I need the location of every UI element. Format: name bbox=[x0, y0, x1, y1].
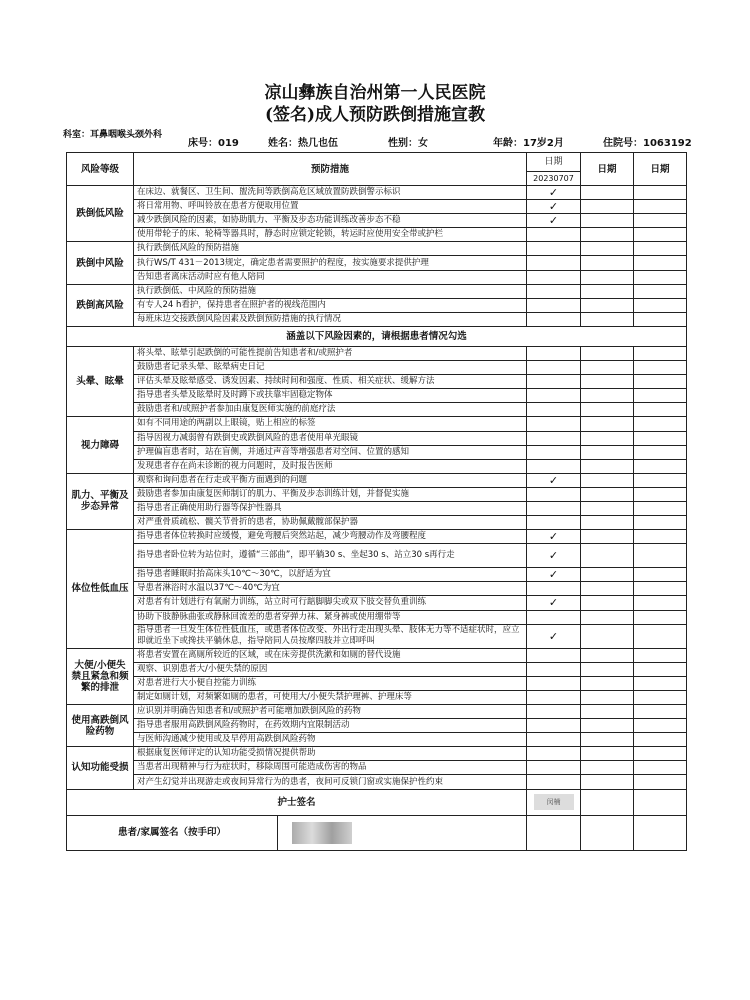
measure-text: 指导患者睡眠时抬高床头10℃～30℃，以舒适为宜 bbox=[134, 568, 527, 582]
table-row bbox=[67, 690, 687, 704]
check-cell[interactable] bbox=[634, 186, 687, 200]
check-cell[interactable] bbox=[634, 298, 687, 312]
check-cell[interactable] bbox=[527, 214, 581, 228]
table-row bbox=[67, 256, 687, 270]
measure-text: 指导患者服用高跌倒风险药物时，在药效期内宜限制活动 bbox=[134, 719, 527, 733]
table-row bbox=[67, 361, 687, 375]
check-cell[interactable] bbox=[581, 705, 634, 719]
table-row bbox=[67, 459, 687, 473]
check-cell[interactable] bbox=[634, 530, 687, 544]
check-cell[interactable] bbox=[581, 375, 634, 389]
table-row bbox=[67, 761, 687, 775]
patient-name-field: 姓名：热几也伍 bbox=[268, 138, 338, 149]
check-cell[interactable] bbox=[581, 719, 634, 733]
check-cell[interactable] bbox=[581, 473, 634, 487]
table-row bbox=[67, 186, 687, 200]
date-column-header-2: 日期 bbox=[581, 153, 634, 186]
check-cell[interactable] bbox=[581, 530, 634, 544]
check-cell[interactable] bbox=[581, 200, 634, 214]
check-cell[interactable] bbox=[527, 582, 581, 596]
check-cell[interactable] bbox=[581, 544, 634, 568]
table-row bbox=[67, 568, 687, 582]
check-cell[interactable] bbox=[581, 761, 634, 775]
check-cell[interactable] bbox=[581, 501, 634, 515]
check-mark-icon: ✓ bbox=[548, 186, 559, 200]
table-row bbox=[67, 284, 687, 298]
check-cell[interactable] bbox=[527, 733, 581, 747]
check-cell[interactable] bbox=[634, 775, 687, 789]
measure-text: 将头晕、眩晕引起跌倒的可能性提前告知患者和/或照护者 bbox=[134, 346, 527, 360]
check-cell[interactable] bbox=[634, 228, 687, 242]
form-title: (签名)成人预防跌倒措施宣教 bbox=[264, 105, 486, 125]
measure-text: 观察和询问患者在行走或平衡方面遇到的问题 bbox=[134, 473, 527, 487]
table-row bbox=[67, 298, 687, 312]
check-cell[interactable] bbox=[527, 473, 581, 487]
check-cell[interactable] bbox=[527, 544, 581, 568]
measure-text: 指导患者体位转换时应缓慢，避免弯腰后突然站起，减少弯腰动作及弯腰程度 bbox=[134, 530, 527, 544]
measure-text: 对患者进行大小便自控能力训练 bbox=[134, 676, 527, 690]
check-cell[interactable] bbox=[634, 676, 687, 690]
check-cell[interactable] bbox=[527, 284, 581, 298]
check-cell[interactable] bbox=[634, 473, 687, 487]
check-cell[interactable] bbox=[634, 312, 687, 326]
check-cell[interactable] bbox=[581, 312, 634, 326]
measure-text: 对产生幻觉并出现游走或夜间异常行为的患者，夜间可反锁门窗或实施保护性约束 bbox=[134, 775, 527, 789]
table-row bbox=[67, 610, 687, 624]
date-column-header-1 bbox=[527, 153, 581, 186]
check-cell[interactable] bbox=[634, 544, 687, 568]
check-cell[interactable] bbox=[634, 242, 687, 256]
check-cell[interactable] bbox=[581, 417, 634, 431]
risk-level-label: 视力障碍 bbox=[67, 417, 134, 473]
table-row bbox=[67, 346, 687, 360]
table-row bbox=[67, 747, 687, 761]
measure-text: 鼓励患者和/或照护者参加由康复医师实施的前庭疗法 bbox=[134, 403, 527, 417]
check-cell[interactable] bbox=[527, 501, 581, 515]
sex-field: 性别：女 bbox=[388, 138, 428, 149]
check-cell[interactable] bbox=[527, 624, 581, 648]
risk-level-label: 跌倒高风险 bbox=[67, 284, 134, 326]
measure-text: 使用带轮子的床、轮椅等器具时，静态时应锁定轮锁，转运时应使用安全带或护栏 bbox=[134, 228, 527, 242]
check-cell[interactable] bbox=[634, 389, 687, 403]
check-cell[interactable] bbox=[527, 719, 581, 733]
measure-text: 将患者安置在离厕所较近的区域，或在床旁提供洗漱和如厕的替代设施 bbox=[134, 648, 527, 662]
measure-text: 当患者出现精神与行为症状时，移除周围可能造成伤害的物品 bbox=[134, 761, 527, 775]
measure-text: 指导患者头晕及眩晕时及时蹲下或扶靠牢固稳定物体 bbox=[134, 389, 527, 403]
check-cell[interactable] bbox=[527, 256, 581, 270]
table-row bbox=[67, 445, 687, 459]
check-cell[interactable] bbox=[634, 761, 687, 775]
table-row bbox=[67, 516, 687, 530]
check-cell[interactable] bbox=[581, 361, 634, 375]
check-cell[interactable] bbox=[527, 676, 581, 690]
patient-signature-cell[interactable] bbox=[634, 815, 687, 850]
check-cell[interactable] bbox=[634, 270, 687, 284]
check-cell[interactable] bbox=[527, 445, 581, 459]
check-cell[interactable] bbox=[634, 487, 687, 501]
check-cell[interactable] bbox=[527, 648, 581, 662]
check-cell[interactable] bbox=[634, 361, 687, 375]
check-cell[interactable] bbox=[581, 733, 634, 747]
check-cell[interactable] bbox=[527, 242, 581, 256]
measure-text: 减少跌倒风险的因素，如协助肌力、平衡及步态功能训练改善步态不稳 bbox=[134, 214, 527, 228]
check-mark-icon: ✓ bbox=[548, 596, 559, 610]
patient-signature-row bbox=[67, 815, 687, 850]
check-cell[interactable] bbox=[581, 186, 634, 200]
check-cell[interactable] bbox=[581, 516, 634, 530]
check-cell[interactable] bbox=[581, 242, 634, 256]
check-cell[interactable] bbox=[634, 501, 687, 515]
hospital-title: 凉山彝族自治州第一人民医院 bbox=[264, 83, 486, 103]
margin-stamp-mark bbox=[2, 578, 24, 698]
check-cell[interactable] bbox=[581, 487, 634, 501]
table-row bbox=[67, 501, 687, 515]
check-cell[interactable] bbox=[634, 690, 687, 704]
check-cell[interactable] bbox=[581, 747, 634, 761]
table-row bbox=[67, 214, 687, 228]
check-cell[interactable] bbox=[581, 568, 634, 582]
check-cell[interactable] bbox=[634, 705, 687, 719]
table-row bbox=[67, 473, 687, 487]
table-row bbox=[67, 200, 687, 214]
check-cell[interactable] bbox=[527, 459, 581, 473]
check-cell[interactable] bbox=[634, 582, 687, 596]
risk-level-label: 肌力、平衡及步态异常 bbox=[67, 473, 134, 529]
table-row bbox=[67, 375, 687, 389]
check-cell[interactable] bbox=[634, 417, 687, 431]
check-mark-icon: ✓ bbox=[548, 549, 559, 563]
check-cell[interactable] bbox=[581, 389, 634, 403]
check-cell[interactable] bbox=[527, 690, 581, 704]
check-cell[interactable] bbox=[634, 719, 687, 733]
table-row bbox=[67, 648, 687, 662]
check-mark-icon: ✓ bbox=[548, 629, 559, 643]
check-cell[interactable] bbox=[527, 346, 581, 360]
check-cell[interactable] bbox=[581, 662, 634, 676]
table-row bbox=[67, 705, 687, 719]
measure-text: 每班床边交接跌倒风险因素及跌倒预防措施的执行情况 bbox=[134, 312, 527, 326]
table-header-row bbox=[67, 153, 687, 186]
risk-level-label: 体位性低血压 bbox=[67, 530, 134, 648]
check-cell[interactable] bbox=[634, 747, 687, 761]
check-cell[interactable] bbox=[634, 403, 687, 417]
check-cell[interactable] bbox=[527, 312, 581, 326]
measure-text: 在床边、就餐区、卫生间、盥洗间等跌倒高危区域放置防跌倒警示标识 bbox=[134, 186, 527, 200]
risk-level-label: 跌倒中风险 bbox=[67, 242, 134, 284]
check-cell[interactable] bbox=[581, 403, 634, 417]
check-cell[interactable] bbox=[634, 568, 687, 582]
check-cell[interactable] bbox=[581, 346, 634, 360]
check-cell[interactable] bbox=[527, 487, 581, 501]
table-row bbox=[67, 431, 687, 445]
check-cell[interactable] bbox=[581, 610, 634, 624]
patient-signature-image bbox=[292, 822, 352, 844]
risk-level-label: 大便/小便失禁且紧急和频繁的排泄 bbox=[67, 648, 134, 704]
table-row bbox=[67, 228, 687, 242]
check-cell[interactable] bbox=[581, 624, 634, 648]
table-row bbox=[67, 733, 687, 747]
date-value: 20230707 bbox=[533, 174, 574, 183]
check-cell[interactable] bbox=[527, 610, 581, 624]
check-cell[interactable] bbox=[634, 445, 687, 459]
check-cell[interactable] bbox=[634, 596, 687, 610]
measure-text: 与医师沟通减少使用或及早停用高跌倒风险药物 bbox=[134, 733, 527, 747]
check-cell[interactable] bbox=[634, 648, 687, 662]
check-cell[interactable] bbox=[581, 214, 634, 228]
check-cell[interactable] bbox=[634, 346, 687, 360]
check-cell[interactable] bbox=[634, 662, 687, 676]
table-row bbox=[67, 596, 687, 610]
nurse-signature-label: 护士签名 bbox=[67, 789, 527, 815]
measure-text: 有专人24 h看护，保持患者在照护者的视线范围内 bbox=[134, 298, 527, 312]
check-cell[interactable] bbox=[581, 256, 634, 270]
nurse-signature-cell[interactable] bbox=[581, 789, 634, 815]
risk-level-label: 跌倒低风险 bbox=[67, 186, 134, 242]
check-cell[interactable] bbox=[527, 298, 581, 312]
check-cell[interactable] bbox=[527, 361, 581, 375]
admission-number-field: 住院号：1063192 bbox=[603, 138, 692, 149]
measure-text: 制定如厕计划，对频繁如厕的患者，可使用大/小便失禁护理裤、护理床等 bbox=[134, 690, 527, 704]
measure-text: 如有不同用途的两副以上眼镜，贴上相应的标签 bbox=[134, 417, 527, 431]
check-cell[interactable] bbox=[527, 761, 581, 775]
check-cell[interactable] bbox=[527, 662, 581, 676]
section-heading: 涵盖以下风险因素的，请根据患者情况勾选 bbox=[67, 326, 687, 346]
measure-text: 指导患者一旦发生体位性低血压，或患者体位改变、外出行走出现头晕、肢体无力等不适症状时，应立即就近坐下或搀扶平躺休息，指导陪同人员按摩四肢并立即呼叫 bbox=[134, 624, 527, 648]
table-row bbox=[67, 662, 687, 676]
measure-text: 执行跌倒低风险的预防措施 bbox=[134, 242, 527, 256]
measure-text: 指导患者卧位转为站位时，遵循“三部曲”，即平躺30 s、坐起30 s、站立30 s再行走 bbox=[134, 544, 527, 568]
check-cell[interactable] bbox=[634, 214, 687, 228]
check-cell[interactable] bbox=[581, 582, 634, 596]
measure-text: 指导患者正确使用助行器等保护性器具 bbox=[134, 501, 527, 515]
check-cell[interactable] bbox=[527, 516, 581, 530]
table-row bbox=[67, 487, 687, 501]
age-field: 年龄：17岁2月 bbox=[493, 138, 564, 149]
check-cell[interactable] bbox=[634, 459, 687, 473]
check-cell[interactable] bbox=[634, 516, 687, 530]
measure-text: 鼓励患者记录头晕、眩晕病史日记 bbox=[134, 361, 527, 375]
check-cell[interactable] bbox=[527, 270, 581, 284]
table-row bbox=[67, 719, 687, 733]
check-cell[interactable] bbox=[581, 298, 634, 312]
patient-signature-area[interactable] bbox=[277, 816, 352, 850]
check-cell[interactable] bbox=[527, 431, 581, 445]
table-row bbox=[67, 270, 687, 284]
measure-text: 发现患者存在尚未诊断的视力问题时，及时报告医师 bbox=[134, 459, 527, 473]
table-row bbox=[67, 544, 687, 568]
check-cell[interactable] bbox=[527, 747, 581, 761]
check-cell[interactable] bbox=[527, 568, 581, 582]
patient-signature-label: 患者/家属签名（按手印） bbox=[118, 827, 226, 839]
patient-signature-cell[interactable] bbox=[581, 815, 634, 850]
check-mark-icon: ✓ bbox=[548, 473, 559, 487]
table-row bbox=[67, 403, 687, 417]
check-cell[interactable] bbox=[581, 775, 634, 789]
department-field: 科室：耳鼻咽喉头颈外科 bbox=[63, 130, 163, 140]
check-cell[interactable] bbox=[581, 284, 634, 298]
check-cell[interactable] bbox=[634, 200, 687, 214]
check-mark-icon: ✓ bbox=[548, 214, 559, 228]
measure-text: 评估头晕及眩晕感受、诱发因素、持续时间和强度、性质、相关症状、缓解方法 bbox=[134, 375, 527, 389]
nurse-signature-cell[interactable] bbox=[634, 789, 687, 815]
check-cell[interactable] bbox=[527, 596, 581, 610]
measure-text: 执行WS/T 431－2013规定，确定患者需要照护的程度，按实施要求提供护理 bbox=[134, 256, 527, 270]
measure-text: 应识别并明确告知患者和/或照护者可能增加跌倒风险的药物 bbox=[134, 705, 527, 719]
check-cell[interactable] bbox=[581, 459, 634, 473]
table-row bbox=[67, 775, 687, 789]
measure-text: 将日常用物、呼叫铃放在患者方便取用位置 bbox=[134, 200, 527, 214]
check-cell[interactable] bbox=[581, 431, 634, 445]
check-cell[interactable] bbox=[581, 445, 634, 459]
check-cell[interactable] bbox=[634, 733, 687, 747]
measure-text: 对患者有计划进行有氧耐力训练，站立时可行踮脚脚尖或双下肢交替负重训练 bbox=[134, 596, 527, 610]
check-cell[interactable] bbox=[527, 417, 581, 431]
measures-column-header: 预防措施 bbox=[134, 153, 527, 186]
table-row bbox=[67, 676, 687, 690]
check-cell[interactable] bbox=[581, 270, 634, 284]
measure-text: 指导因视力减弱曾有跌倒史或跌倒风险的患者使用单光眼镜 bbox=[134, 431, 527, 445]
level-column-header: 风险等级 bbox=[67, 153, 134, 186]
patient-signature-cell[interactable] bbox=[527, 815, 581, 850]
nurse-signature-stamp: 闵楠 bbox=[534, 794, 574, 810]
check-cell[interactable] bbox=[634, 256, 687, 270]
check-mark-icon: ✓ bbox=[548, 568, 559, 582]
section-row bbox=[67, 326, 687, 346]
check-cell[interactable] bbox=[527, 403, 581, 417]
check-cell[interactable] bbox=[527, 228, 581, 242]
check-cell[interactable] bbox=[527, 200, 581, 214]
table-row bbox=[67, 417, 687, 431]
date-label: 日期 bbox=[527, 153, 580, 172]
check-cell[interactable] bbox=[527, 375, 581, 389]
check-cell[interactable] bbox=[634, 284, 687, 298]
check-cell[interactable] bbox=[581, 648, 634, 662]
check-cell[interactable] bbox=[581, 596, 634, 610]
check-cell[interactable] bbox=[581, 228, 634, 242]
table-row bbox=[67, 312, 687, 326]
fall-prevention-table bbox=[66, 152, 687, 851]
check-cell[interactable] bbox=[527, 389, 581, 403]
measure-text: 告知患者离床活动时应有他人陪同 bbox=[134, 270, 527, 284]
check-cell[interactable] bbox=[581, 690, 634, 704]
table-row bbox=[67, 389, 687, 403]
bed-number-field: 床号：019 bbox=[188, 138, 239, 149]
table-row bbox=[67, 624, 687, 648]
measure-text: 导患者淋浴时水温以37℃～40℃为宜 bbox=[134, 582, 527, 596]
measure-text: 观察、识别患者大/小便失禁的原因 bbox=[134, 662, 527, 676]
check-cell[interactable] bbox=[527, 775, 581, 789]
measure-text: 对严重骨质疏松、髋关节骨折的患者，协助佩戴髋部保护器 bbox=[134, 516, 527, 530]
check-cell[interactable] bbox=[634, 375, 687, 389]
check-cell[interactable] bbox=[581, 676, 634, 690]
nurse-signature-cell[interactable] bbox=[527, 789, 581, 815]
check-cell[interactable] bbox=[634, 624, 687, 648]
risk-level-label: 头晕、眩晕 bbox=[67, 346, 134, 416]
date-column-header-3: 日期 bbox=[634, 153, 687, 186]
measure-text: 鼓励患者参加由康复医师制订的肌力、平衡及步态训练计划，并督促实施 bbox=[134, 487, 527, 501]
nurse-signature-row bbox=[67, 789, 687, 815]
risk-level-label: 认知功能受损 bbox=[67, 747, 134, 789]
measure-text: 协助下肢静脉曲张或静脉回流差的患者穿弹力袜、紧身裤或使用绷带等 bbox=[134, 610, 527, 624]
check-mark-icon: ✓ bbox=[548, 530, 559, 544]
check-mark-icon: ✓ bbox=[548, 200, 559, 214]
table-row bbox=[67, 242, 687, 256]
check-cell[interactable] bbox=[527, 705, 581, 719]
check-cell[interactable] bbox=[527, 530, 581, 544]
measure-text: 根据康复医师评定的认知功能受损情况提供帮助 bbox=[134, 747, 527, 761]
table-row bbox=[67, 530, 687, 544]
risk-level-label: 使用高跌倒风险药物 bbox=[67, 705, 134, 747]
table-row bbox=[67, 582, 687, 596]
measure-text: 护理偏盲患者时，站在盲侧，并通过声音等增强患者对空间、位置的感知 bbox=[134, 445, 527, 459]
check-cell[interactable] bbox=[527, 186, 581, 200]
check-cell[interactable] bbox=[634, 431, 687, 445]
check-cell[interactable] bbox=[634, 610, 687, 624]
measure-text: 执行跌倒低、中风险的预防措施 bbox=[134, 284, 527, 298]
